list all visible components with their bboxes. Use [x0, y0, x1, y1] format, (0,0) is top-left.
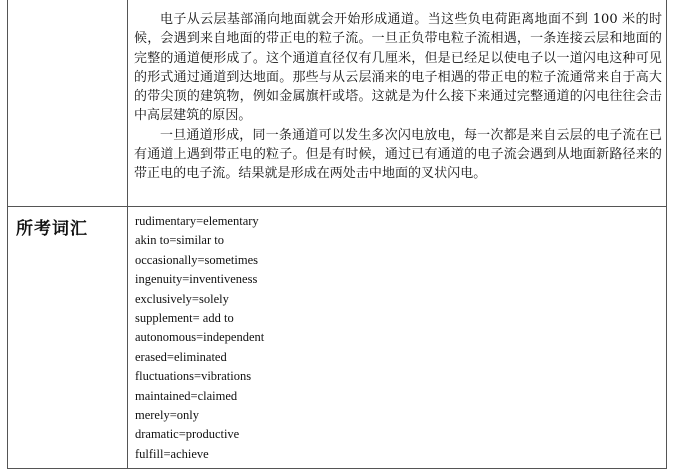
- column-divider: [127, 0, 128, 468]
- vocabulary-item: rudimentary=elementary: [135, 214, 259, 228]
- vocabulary-item: supplement= add to: [135, 311, 234, 326]
- vocabulary-item: akin to=similar to: [135, 233, 224, 248]
- vocabulary-item: maintained=claimed: [135, 388, 238, 403]
- vocabulary-list: [135, 212, 264, 464]
- vocabulary-item: exclusively=solely: [135, 291, 229, 306]
- vocabulary-item: ingenuity=inventiveness: [135, 272, 258, 287]
- vocabulary-item: dramatic=productive: [135, 427, 240, 442]
- vocabulary-item: merely=only: [135, 408, 199, 423]
- vocabulary-item: autonomous=independent: [135, 330, 265, 345]
- passage-paragraph: 一旦通道形成，同一条通道可以发生多次闪电放电，每一次都是来自云层的电子流在已有通道上遇到带正电的粒子。但是有时候，通过已有通道的电子流会遇到从地面新路径来的带正电的电子流。结果就是形成在两处击中地面的叉状闪电。: [134, 127, 662, 182]
- vocabulary-item: fluctuations=vibrations: [135, 369, 252, 384]
- document-table: [7, 0, 667, 469]
- translation-passage: [134, 10, 662, 184]
- vocabulary-item: occasionally=sometimes: [135, 252, 258, 267]
- row-divider: [8, 206, 666, 207]
- vocabulary-item: fulfill=achieve: [135, 446, 209, 461]
- vocabulary-heading: 所考词汇: [16, 219, 88, 239]
- passage-paragraph: 电子从云层基部涌向地面就会开始形成通道。当这些负电荷距离地面不到 100 米的时候，会遇到来自地面的带正电的粒子流。一旦正负带电粒子流相遇，一条连接云层和地面的完整的通道便形成了。这个通道直径仅有几厘米，但是已经足以使电子以一道闪电这种可见的形式通过通道到达地面。那些与从云层涌来的电子相遇的带正电的粒子流通常来自于高大的带尖顶的建筑物，例如金属旗杆或塔。这就是为什么接下来通过完整通道的闪电往往会击中高层建筑的原因。: [134, 12, 662, 124]
- vocabulary-item: erased=eliminated: [135, 349, 227, 364]
